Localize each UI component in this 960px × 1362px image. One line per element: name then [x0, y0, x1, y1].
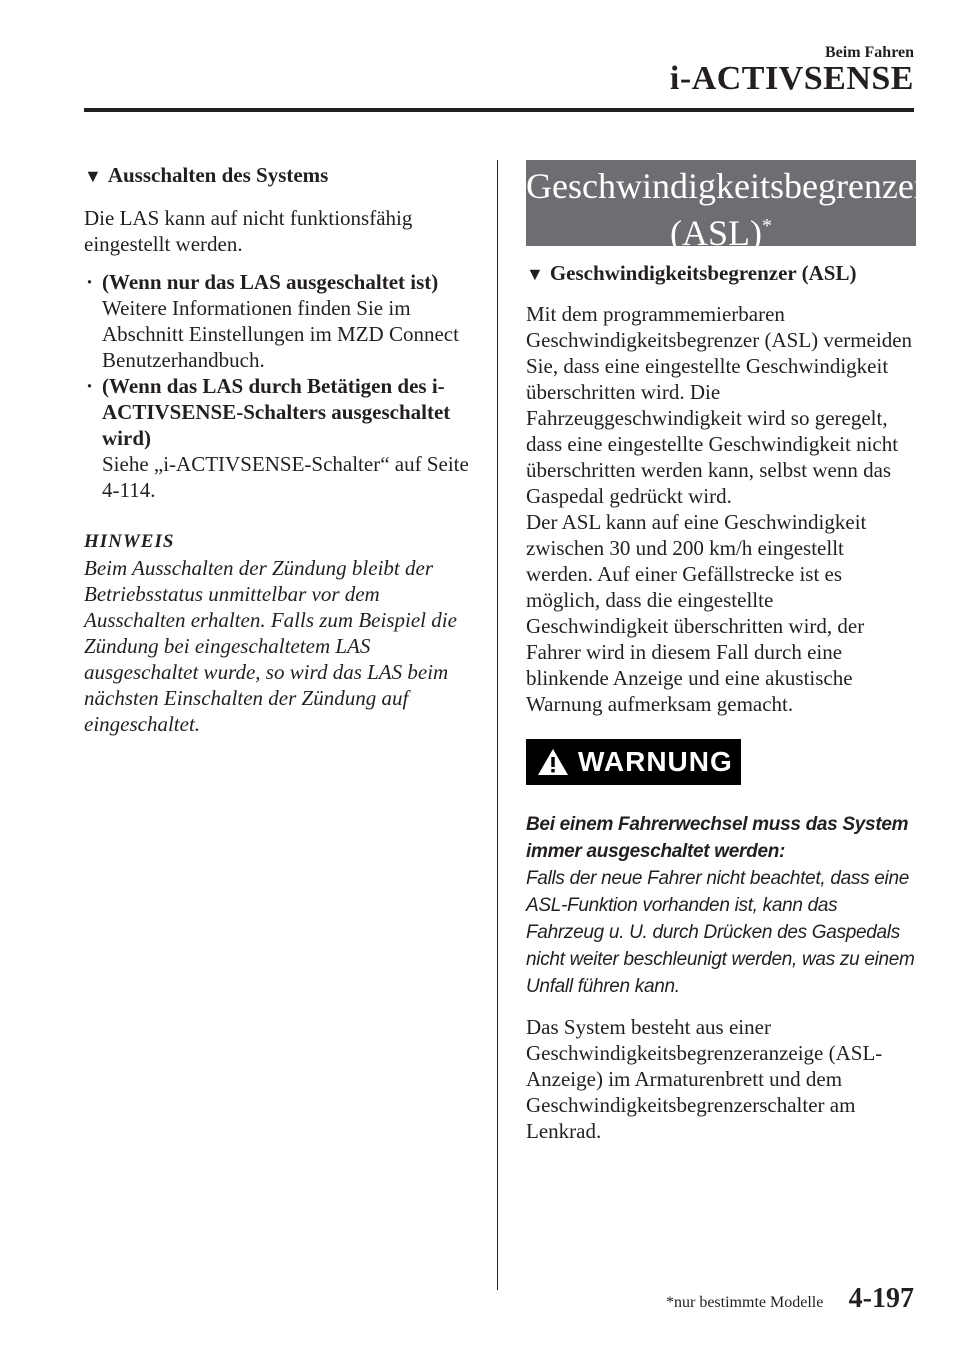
section-banner	[526, 160, 926, 253]
subheading-text: Geschwindigkeitsbegrenzer (ASL)	[549, 261, 857, 285]
list-item	[84, 269, 474, 373]
bullet-icon: ·	[86, 270, 94, 294]
left-column	[84, 160, 474, 737]
subheading	[526, 258, 916, 289]
note-heading: HINWEIS	[84, 531, 175, 552]
warning-triangle-icon	[536, 747, 570, 777]
list-item-title: (Wenn nur das LAS ausgeschaltet ist)	[102, 270, 439, 294]
subheading-text: Ausschalten des Systems	[107, 163, 329, 187]
chapter-title: Beim Fahren	[824, 44, 914, 61]
list-item-text: Siehe „i-ACTIVSENSE-Schalter“ auf Seite 4-114.	[102, 452, 469, 502]
triangle-down-icon: ▼	[526, 264, 544, 284]
warning-bold-text: Bei einem Fahrerwechsel muss das System immer ausgeschaltet werden:	[526, 814, 909, 862]
banner-line1: Geschwindigkeitsbegrenzer	[526, 166, 926, 206]
warning-badge	[526, 739, 741, 785]
subheading	[84, 160, 474, 191]
footnote: *nur bestimmte Modelle	[666, 1294, 824, 1311]
column-divider	[497, 160, 498, 1290]
page-number: 4-197	[848, 1283, 914, 1314]
banner-asterisk: *	[762, 215, 772, 237]
paragraph: Mit dem programmemierbaren Geschwindigkeitsbegrenzer (ASL) vermeiden Sie, dass eine eingestellte Geschwindigkeit überschritten wird. Die Fahrzeuggeschwindigkeit wird so geregelt, dass eine eingestellte Geschwindigkeit nicht überschritten werden kann, selbst wenn das Gaspedal gedrückt wird.	[526, 302, 913, 508]
header-rule	[84, 108, 914, 112]
paragraph: Das System besteht aus einer Geschwindigkeitsbegrenzeranzeige (ASL-Anzeige) im Armaturenbrett und dem Geschwindigkeitsbegrenzerschalter am Lenkrad.	[526, 1015, 883, 1143]
note-text: Beim Ausschalten der Zündung bleibt der Betriebsstatus unmittelbar vor dem Ausschalten erhalten. Falls zum Beispiel die Zündung bei eingeschaltetem LAS ausgeschaltet wurde, so wird das LAS beim nächsten Einschalten der Zündung auf eingeschaltet.	[84, 556, 457, 736]
bullet-icon: ·	[86, 374, 94, 398]
intro-paragraph: Die LAS kann auf nicht funktionsfähig eingestellt werden.	[84, 206, 413, 256]
warning-label: WARNUNG	[578, 746, 733, 777]
list-item-text: Weitere Informationen finden Sie im Abschnitt Einstellungen im MZD Connect Benutzerhandbuch.	[102, 296, 459, 372]
list-item	[84, 373, 474, 503]
paragraph: Der ASL kann auf eine Geschwindigkeit zwischen 30 und 200 km/h eingestellt werden. Auf einer Gefällstrecke ist es möglich, dass die eingestellte Geschwindigkeit überschritten wird, der Fahrer wird in diesem Fall durch eine blinkende Anzeige und eine akustische Warnung aufmerksam gemacht.	[526, 510, 867, 716]
right-column	[526, 160, 926, 1144]
list-item-title: (Wenn das LAS durch Betätigen des i-ACTIVSENSE-Schalters ausgeschaltet wird)	[102, 374, 451, 450]
warning-text: Falls der neue Fahrer nicht beachtet, dass eine ASL-Funktion vorhanden ist, kann das Fahrzeug u. U. durch Drücken des Gaspedals nicht weiter beschleunigt werden, was zu einem Unfall führen kann.	[526, 868, 915, 997]
triangle-down-icon: ▼	[84, 166, 102, 186]
banner-line2: (ASL)	[670, 213, 762, 253]
section-title: i-ACTIVSENSE	[669, 60, 914, 97]
